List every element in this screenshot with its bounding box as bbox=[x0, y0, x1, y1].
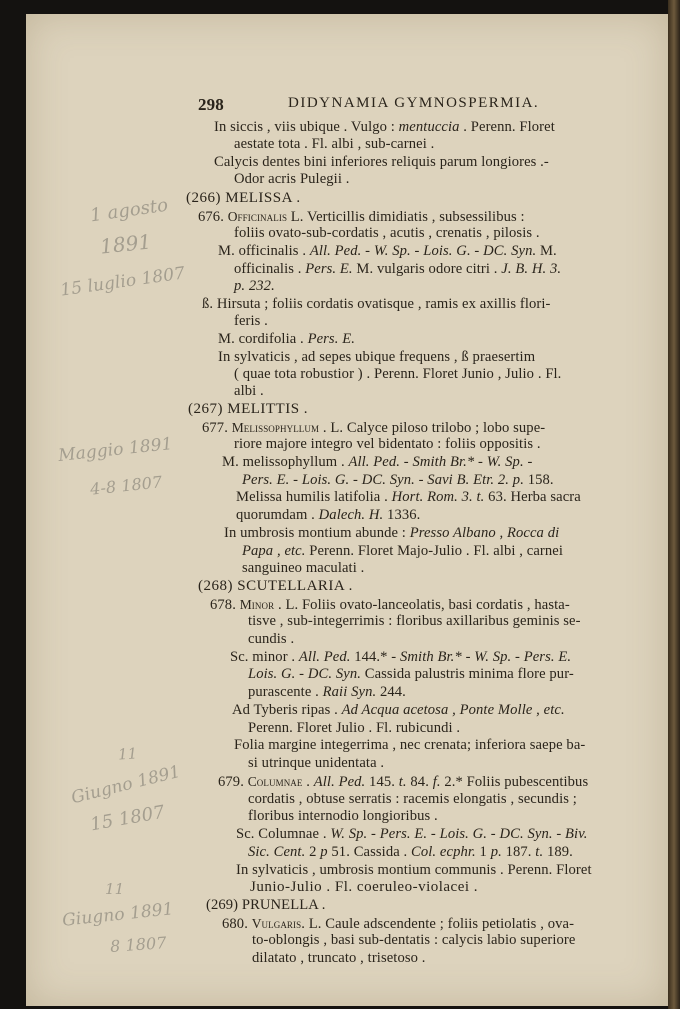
text-line: 679. Columnae . All. Ped. 145. t. 84. f. 2.* Foliis pubescentibus bbox=[218, 774, 589, 790]
text-line: ( quae tota robustior ) . Perenn. Floret Junio , Julio . Fl. bbox=[234, 366, 562, 382]
genus-heading: Junio-Julio . Fl. coeruleo-violacei . bbox=[250, 879, 479, 895]
italic-reference: All. Ped. bbox=[298, 649, 351, 665]
pencil-note: Giugno 1891 bbox=[61, 899, 175, 931]
text-line: cordatis , obtuse serratis : racemis elongatis , secundis ; bbox=[248, 791, 577, 807]
species-epithet: Officinalis bbox=[227, 209, 288, 224]
pencil-note: 4-8 1807 bbox=[89, 472, 164, 499]
italic-reference: p. bbox=[490, 844, 502, 860]
pencil-note: 15 1807 bbox=[88, 801, 167, 836]
text-line: Ad Tyberis ripas . Ad Acqua acetosa , Ponte Molle , etc. bbox=[232, 702, 565, 718]
italic-reference: Hort. Rom. 3. t. bbox=[391, 489, 485, 505]
genus-heading: (266) MELISSA . bbox=[186, 190, 301, 206]
text-line: M. officinalis . All. Ped. - W. Sp. - Lois. G. - DC. Syn. M. bbox=[218, 243, 557, 259]
pencil-note: 1 agosto bbox=[88, 194, 170, 227]
text-line: (269) PRUNELLA . bbox=[206, 897, 326, 913]
page-number: 298 bbox=[198, 95, 224, 114]
pencil-note: Maggio 1891 bbox=[57, 434, 174, 466]
text-line: sanguineo maculati . bbox=[242, 560, 365, 576]
italic-reference: mentuccia bbox=[398, 119, 460, 135]
text-line: floribus internodio longioribus . bbox=[248, 808, 438, 824]
text-line: officinalis . Pers. E. M. vulgaris odore citri . J. B. H. 3. bbox=[234, 261, 562, 277]
italic-reference: Dalech. H. bbox=[318, 507, 384, 523]
text-line: 680. Vulgaris. L. Caule adscendente ; foliis petiolatis , ova- bbox=[222, 916, 575, 932]
italic-reference: All. Ped. - W. Sp. - Lois. G. - DC. Syn. bbox=[309, 243, 537, 259]
italic-reference: Pers. E. bbox=[307, 331, 355, 347]
text-line: dilatato , truncato , trisetoso . bbox=[252, 950, 426, 966]
species-epithet: Melissophyllum bbox=[231, 420, 320, 435]
species-epithet: Columnae bbox=[247, 774, 303, 789]
pencil-note: 11 bbox=[105, 880, 125, 898]
pencil-note: 15 luglio 1807 bbox=[59, 263, 187, 301]
italic-reference: Sic. Cent. bbox=[248, 844, 306, 860]
genus-heading: (267) MELITTIS . bbox=[188, 401, 309, 417]
text-line: M. melissophyllum . All. Ped. - Smith Br.* - W. Sp. - bbox=[222, 454, 533, 470]
text-line: to-oblongis , basi sub-dentatis : calycis labio superiore bbox=[252, 932, 576, 948]
text-line: si utrinque unidentata . bbox=[248, 755, 385, 771]
italic-reference: t. bbox=[535, 844, 544, 860]
italic-reference: Smith Br.* - W. Sp. - Pers. E. bbox=[400, 649, 572, 665]
italic-reference: p. 232. bbox=[234, 278, 275, 294]
italic-reference: J. B. H. 3. bbox=[501, 261, 562, 277]
text-line: M. cordifolia . Pers. E. bbox=[218, 331, 355, 347]
italic-reference: Ad Acqua acetosa , Ponte Molle , etc. bbox=[341, 702, 565, 718]
pencil-note: 11 bbox=[117, 744, 138, 764]
species-epithet: Minor bbox=[239, 597, 275, 612]
text-line: tisve , sub-integerrimis : floribus axillaribus geminis se- bbox=[248, 613, 581, 629]
running-head: DIDYNAMIA GYMNOSPERMIA. bbox=[288, 95, 540, 111]
italic-reference: Pers. E. - Lois. G. - DC. Syn. - Savi B. Etr. 2. p. bbox=[242, 472, 524, 488]
text-line: Sc. Columnae . W. Sp. - Pers. E. - Lois. G. - DC. Syn. - Biv. bbox=[236, 826, 588, 842]
italic-reference: All. Ped. bbox=[313, 774, 366, 790]
italic-reference: Lois. G. - DC. Syn. bbox=[248, 666, 361, 682]
italic-reference: Presso Albano , Rocca di bbox=[409, 525, 560, 541]
pencil-note: 8 1807 bbox=[109, 933, 168, 956]
text-line: In sylvaticis , umbrosis montium communis . Perenn. Floret bbox=[236, 862, 592, 878]
text-line: cundis . bbox=[248, 631, 295, 647]
text-line: Folia margine integerrima , nec crenata; inferiora saepe ba- bbox=[234, 737, 586, 753]
text-line: In sylvaticis , ad sepes ubique frequens , ß praesertim bbox=[218, 349, 536, 365]
text-line: In umbrosis montium abunde : Presso Albano , Rocca di bbox=[224, 525, 560, 541]
italic-reference: f. bbox=[432, 774, 441, 790]
text-line: albi . bbox=[234, 383, 264, 399]
genus-heading: (268) SCUTELLARIA . bbox=[198, 578, 353, 594]
text-line: Perenn. Floret Julio . Fl. rubicundi . bbox=[248, 720, 461, 736]
text-line: 677. Melissophyllum . L. Calyce piloso trilobo ; lobo supe- bbox=[202, 420, 546, 436]
italic-reference: W. Sp. - Pers. E. - Lois. G. - DC. Syn. - Biv. bbox=[330, 826, 588, 842]
text-line: aestate tota . Fl. albi , sub-carnei . bbox=[234, 136, 435, 152]
text-line: feris . bbox=[234, 313, 268, 329]
text-line: Sic. Cent. 2 p 51. Cassida . Col. ecphr. 1 p. 187. t. 189. bbox=[248, 844, 573, 860]
text-line: Calycis dentes bini inferiores reliquis parum longiores .- bbox=[214, 154, 549, 170]
italic-reference: Pers. E. bbox=[305, 261, 353, 277]
italic-reference: Raii Syn. bbox=[322, 684, 377, 700]
text-line: Melissa humilis latifolia . Hort. Rom. 3. t. 63. Herba sacra bbox=[236, 489, 581, 505]
text-line: In siccis , viis ubique . Vulgo : mentuccia . Perenn. Floret bbox=[214, 119, 555, 135]
text-line: quorumdam . Dalech. H. 1336. bbox=[236, 507, 421, 523]
italic-reference: Col. ecphr. bbox=[411, 844, 476, 860]
italic-reference: Papa , etc. bbox=[242, 543, 306, 559]
text-line: Lois. G. - DC. Syn. Cassida palustris minima flore pur- bbox=[248, 666, 574, 682]
pencil-note: 1891 bbox=[98, 229, 153, 259]
text-line: Odor acris Pulegii . bbox=[234, 171, 350, 187]
italic-reference: All. Ped. - Smith Br.* - W. Sp. - bbox=[348, 454, 533, 470]
text-line: purascente . Raii Syn. 244. bbox=[248, 684, 406, 700]
text-line: Sc. minor . All. Ped. 144.* - Smith Br.* - W. Sp. - Pers. E. bbox=[230, 649, 572, 665]
text-line: Papa , etc. Perenn. Floret Majo-Julio . Fl. albi , carnei bbox=[242, 543, 564, 559]
species-epithet: Vulgaris bbox=[251, 916, 302, 931]
italic-reference: p bbox=[320, 844, 328, 860]
italic-reference: t. bbox=[398, 774, 407, 790]
text-line: 678. Minor . L. Foliis ovato-lanceolatis, basi cordatis , hasta- bbox=[210, 597, 570, 613]
text-line: 676. Officinalis L. Verticillis dimidiatis , subsessilibus : bbox=[198, 209, 525, 225]
text-line: ß. Hirsuta ; foliis cordatis ovatisque , ramis ex axillis flori- bbox=[202, 296, 551, 312]
text-line: riore majore integro vel bidentato : foliis oppositis . bbox=[234, 436, 541, 452]
text-line: Pers. E. - Lois. G. - DC. Syn. - Savi B. Etr. 2. p. 158. bbox=[242, 472, 554, 488]
text-line: foliis ovato-sub-cordatis , acutis , crenatis , pilosis . bbox=[234, 225, 540, 241]
pencil-note: Giugno 1891 bbox=[69, 761, 183, 809]
text-line bbox=[234, 278, 275, 295]
